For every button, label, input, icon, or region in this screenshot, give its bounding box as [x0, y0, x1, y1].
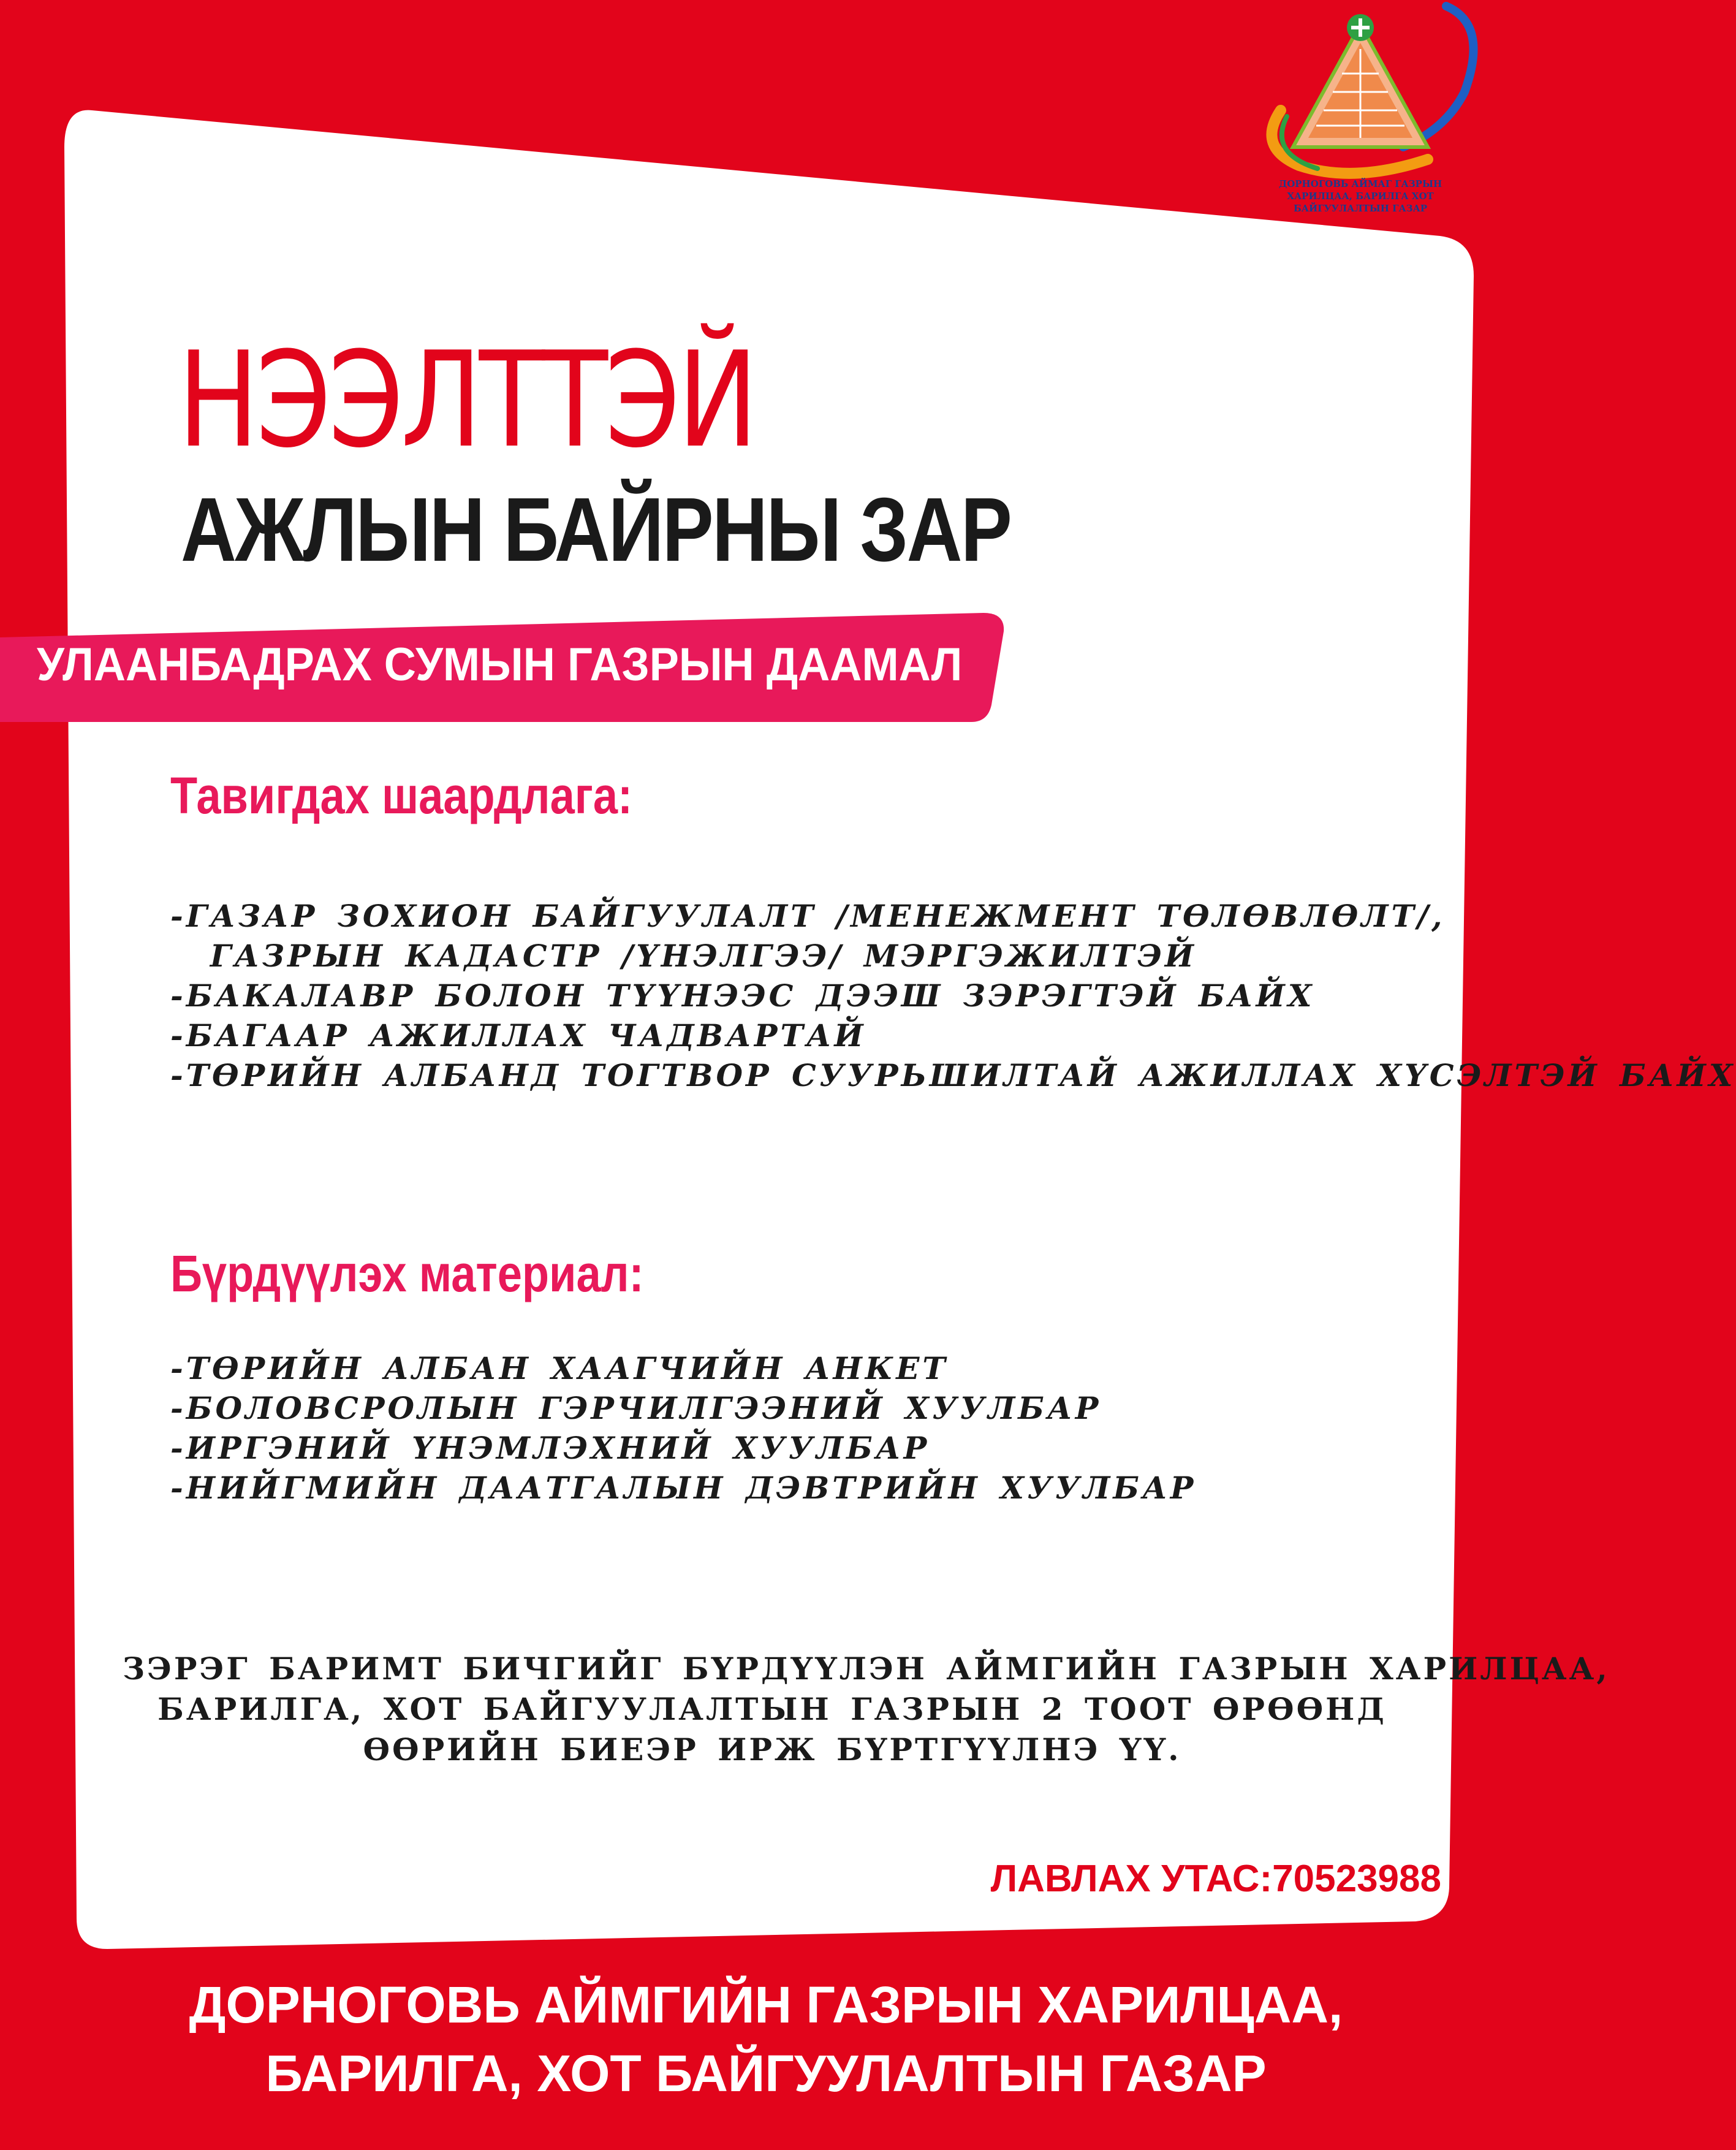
list-item: -БОЛОВСРОЛЫН ГЭРЧИЛГЭЭНИЙ ХУУЛБАР [170, 1390, 1102, 1426]
list-item: ГАЗРЫН КАДАСТР /ҮНЭЛГЭЭ/ МЭРГЭЖИЛТЭЙ [170, 938, 1197, 974]
position-title: УЛААНБАДРАХ СУМЫН ГАЗРЫН ДААМАЛ [37, 639, 963, 691]
closing-line: ЗЭРЭГ БАРИМТ БИЧГИЙГ БҮРДҮҮЛЭН АЙМГИЙН ГАЗРЫН ХАРИЛЦАА, [123, 1650, 1610, 1687]
list-item: -ТӨРИЙН АЛБАН ХААГЧИЙН АНКЕТ [170, 1350, 949, 1386]
page-subtitle: АЖЛЫН БАЙРНЫ ЗАР [181, 479, 1011, 580]
logo-caption: ДОРНОГОВЬ АЙМАГ ГАЗРЫН ХАРИЛЦАА, БАРИЛГА ХОТ БАЙГУУЛАЛТЫН ГАЗАР [1278, 178, 1442, 214]
materials-list [170, 1348, 1196, 1508]
closing-instructions [123, 1649, 1610, 1770]
list-item: -ГАЗАР ЗОХИОН БАЙГУУЛАЛТ /МЕНЕЖМЕНТ ТӨЛӨВЛӨЛТ/, [170, 898, 1446, 934]
list-item: -БАКАЛАВР БОЛОН ТҮҮНЭЭС ДЭЭШ ЗЭРЭГТЭЙ БАЙХ [170, 978, 1315, 1014]
footer-line: БАРИЛГА, ХОТ БАЙГУУЛАЛТЫН ГАЗАР [265, 2045, 1267, 2102]
page-title: НЭЭЛТТЭЙ [178, 323, 756, 477]
list-item: -ТӨРИЙН АЛБАНД ТОГТВОР СУУРЬШИЛТАЙ АЖИЛЛАХ ХҮСЭЛТЭЙ БАЙХ [170, 1057, 1736, 1093]
materials-heading: Бүрдүүлэх материал: [170, 1245, 644, 1302]
list-item: -НИЙГМИЙН ДААТГАЛЫН ДЭВТРИЙН ХУУЛБАР [170, 1470, 1197, 1506]
footer-organization [123, 1970, 1409, 2108]
closing-line: ӨӨРИЙН БИЕЭР ИРЖ БҮРТГҮҮЛНЭ ҮҮ. [363, 1731, 1181, 1768]
list-item: -БАГААР АЖИЛЛАХ ЧАДВАРТАЙ [170, 1017, 866, 1054]
requirements-list [170, 896, 1736, 1095]
footer-line: ДОРНОГОВЬ АЙМГИЙН ГАЗРЫН ХАРИЛЦАА, [189, 1976, 1343, 2034]
closing-line: БАРИЛГА, ХОТ БАЙГУУЛАЛТЫН ГАЗРЫН 2 ТООТ ӨРӨӨНД [157, 1691, 1387, 1727]
requirements-heading: Тавигдах шаардлага: [170, 767, 633, 824]
contact-phone: ЛАВЛАХ УТАС:70523988 [990, 1858, 1441, 1900]
list-item: -ИРГЭНИЙ ҮНЭМЛЭХНИЙ ХУУЛБАР [170, 1430, 930, 1466]
